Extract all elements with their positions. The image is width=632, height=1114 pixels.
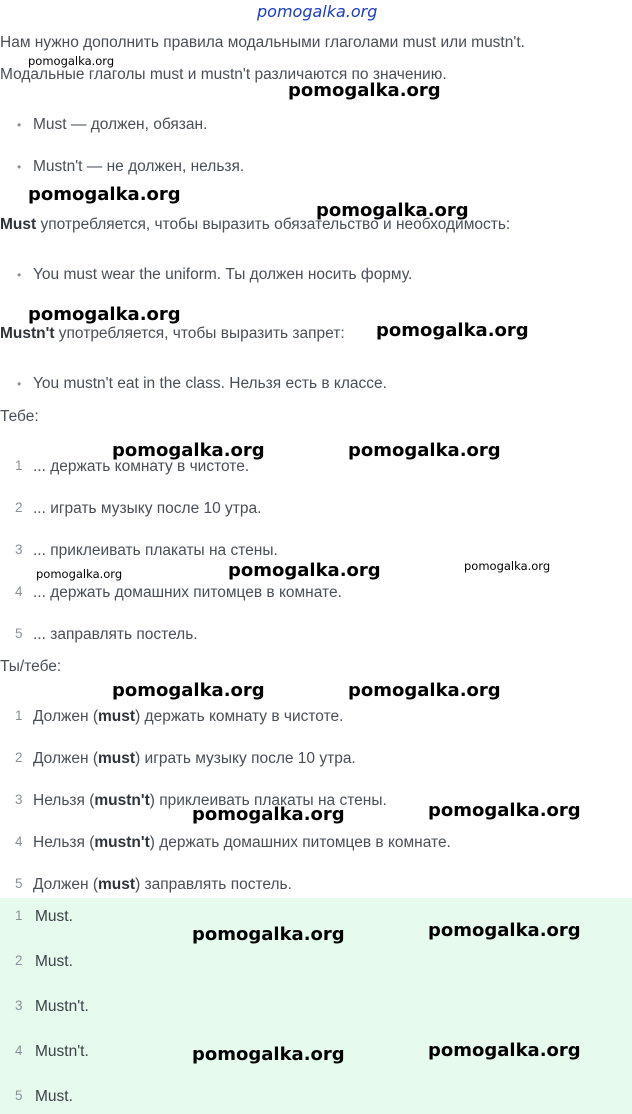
answer-text: Must. <box>35 1088 73 1105</box>
watermark: pomogalka.org <box>348 680 501 701</box>
task-item <box>0 458 632 480</box>
bullet-icon: • <box>17 118 22 132</box>
watermark: pomogalka.org <box>228 560 381 581</box>
bullet-icon: • <box>17 268 22 282</box>
watermark: pomogalka.org <box>192 804 345 825</box>
mustnt-rule-term: Mustn't <box>0 325 55 342</box>
task-item <box>0 584 632 606</box>
task-item-number: 5 <box>15 626 23 641</box>
solution-item-text: Нельзя (mustn't) держать домашних питомцев в комнате. <box>33 834 451 851</box>
watermark: pomogalka.org <box>28 184 181 205</box>
task-item <box>0 626 632 648</box>
watermark: pomogalka.org <box>192 924 345 945</box>
intro-line-1: Нам нужно дополнить правила модальными глаголами must или mustn't. <box>0 34 525 51</box>
solution-item <box>0 750 632 772</box>
modal-verb: must <box>98 876 136 893</box>
solution-item-text: Нельзя (mustn't) приклеивать плакаты на стены. <box>33 792 387 809</box>
watermark: pomogalka.org <box>112 440 265 461</box>
task-item-number: 4 <box>15 584 23 599</box>
solution-item-number: 4 <box>15 834 23 849</box>
meaning-item-must: • Must — должен, обязан. <box>17 116 208 133</box>
bullet-icon: • <box>17 160 22 174</box>
mustnt-rule-text: употребляется, чтобы выразить запрет: <box>54 325 345 342</box>
bullet-icon: • <box>17 377 22 391</box>
watermark: pomogalka.org <box>28 304 181 325</box>
task-item-text: ... играть музыку после 10 утра. <box>33 500 262 517</box>
task-item-number: 1 <box>15 458 23 473</box>
must-example: • You must wear the uniform. Ты должен носить форму. <box>17 266 413 283</box>
task-item-text: ... держать домашних питомцев в комнате. <box>33 584 342 601</box>
answer-number: 4 <box>15 1043 23 1058</box>
watermark: pomogalka.org <box>428 800 581 821</box>
solution-item <box>0 834 632 856</box>
answer-number: 5 <box>15 1088 23 1103</box>
task-item-number: 3 <box>15 542 23 557</box>
solution-item-number: 5 <box>15 876 23 891</box>
mustnt-rule <box>0 325 345 343</box>
solution-item <box>0 708 632 730</box>
solution-item <box>0 876 632 898</box>
watermark: pomogalka.org <box>464 559 551 573</box>
answer-text: Must. <box>35 908 73 925</box>
answer-item <box>0 998 632 1020</box>
modal-verb: mustn't <box>94 792 150 809</box>
intro-line-2: Модальные глаголы must и mustn't различаются по значению. <box>0 66 447 83</box>
must-rule-term: Must <box>0 216 37 233</box>
task-item <box>0 500 632 522</box>
watermark: pomogalka.org <box>288 80 441 101</box>
solution-item-text: Должен (must) заправлять постель. <box>33 876 292 893</box>
watermark: pomogalka.org <box>28 54 115 68</box>
task-item-number: 2 <box>15 500 23 515</box>
watermark: pomogalka.org <box>428 1040 581 1061</box>
task-item-text: ... приклеивать плакаты на стены. <box>33 542 278 559</box>
watermark: pomogalka.org <box>316 200 469 221</box>
modal-verb: mustn't <box>94 834 150 851</box>
solution-item-text: Должен (must) играть музыку после 10 утра. <box>33 750 356 767</box>
answer-item <box>0 953 632 975</box>
must-rule-text: употребляется, чтобы выразить обязательство и необходимость: <box>36 216 511 233</box>
task-item-text: ... держать комнату в чистоте. <box>33 458 250 475</box>
watermark: pomogalka.org <box>376 320 529 341</box>
answer-number: 3 <box>15 998 23 1013</box>
modal-verb: must <box>98 708 136 725</box>
solution-item-number: 2 <box>15 750 23 765</box>
answer-number: 2 <box>15 953 23 968</box>
solution-heading: Ты/тебе: <box>0 658 62 675</box>
task-heading: Тебе: <box>0 408 39 425</box>
solution-item-number: 3 <box>15 792 23 807</box>
meaning-item-mustnt: • Mustn't — не должен, нельзя. <box>17 158 245 175</box>
solution-item-number: 1 <box>15 708 23 723</box>
task-item-text: ... заправлять постель. <box>33 626 198 643</box>
answer-text: Mustn't. <box>35 998 89 1015</box>
answer-text: Mustn't. <box>35 1043 89 1060</box>
answer-item <box>0 1088 632 1110</box>
answer-number: 1 <box>15 908 23 923</box>
mustnt-example: • You mustn't eat in the class. Нельзя есть в классе. <box>17 375 387 392</box>
watermark: pomogalka.org <box>112 680 265 701</box>
watermark: pomogalka.org <box>36 567 123 581</box>
modal-verb: must <box>98 750 136 767</box>
header-watermark: pomogalka.org <box>257 2 378 21</box>
answer-text: Must. <box>35 953 73 970</box>
solution-item-text: Должен (must) держать комнату в чистоте. <box>33 708 344 725</box>
watermark: pomogalka.org <box>192 1044 345 1065</box>
watermark: pomogalka.org <box>348 440 501 461</box>
watermark: pomogalka.org <box>428 920 581 941</box>
